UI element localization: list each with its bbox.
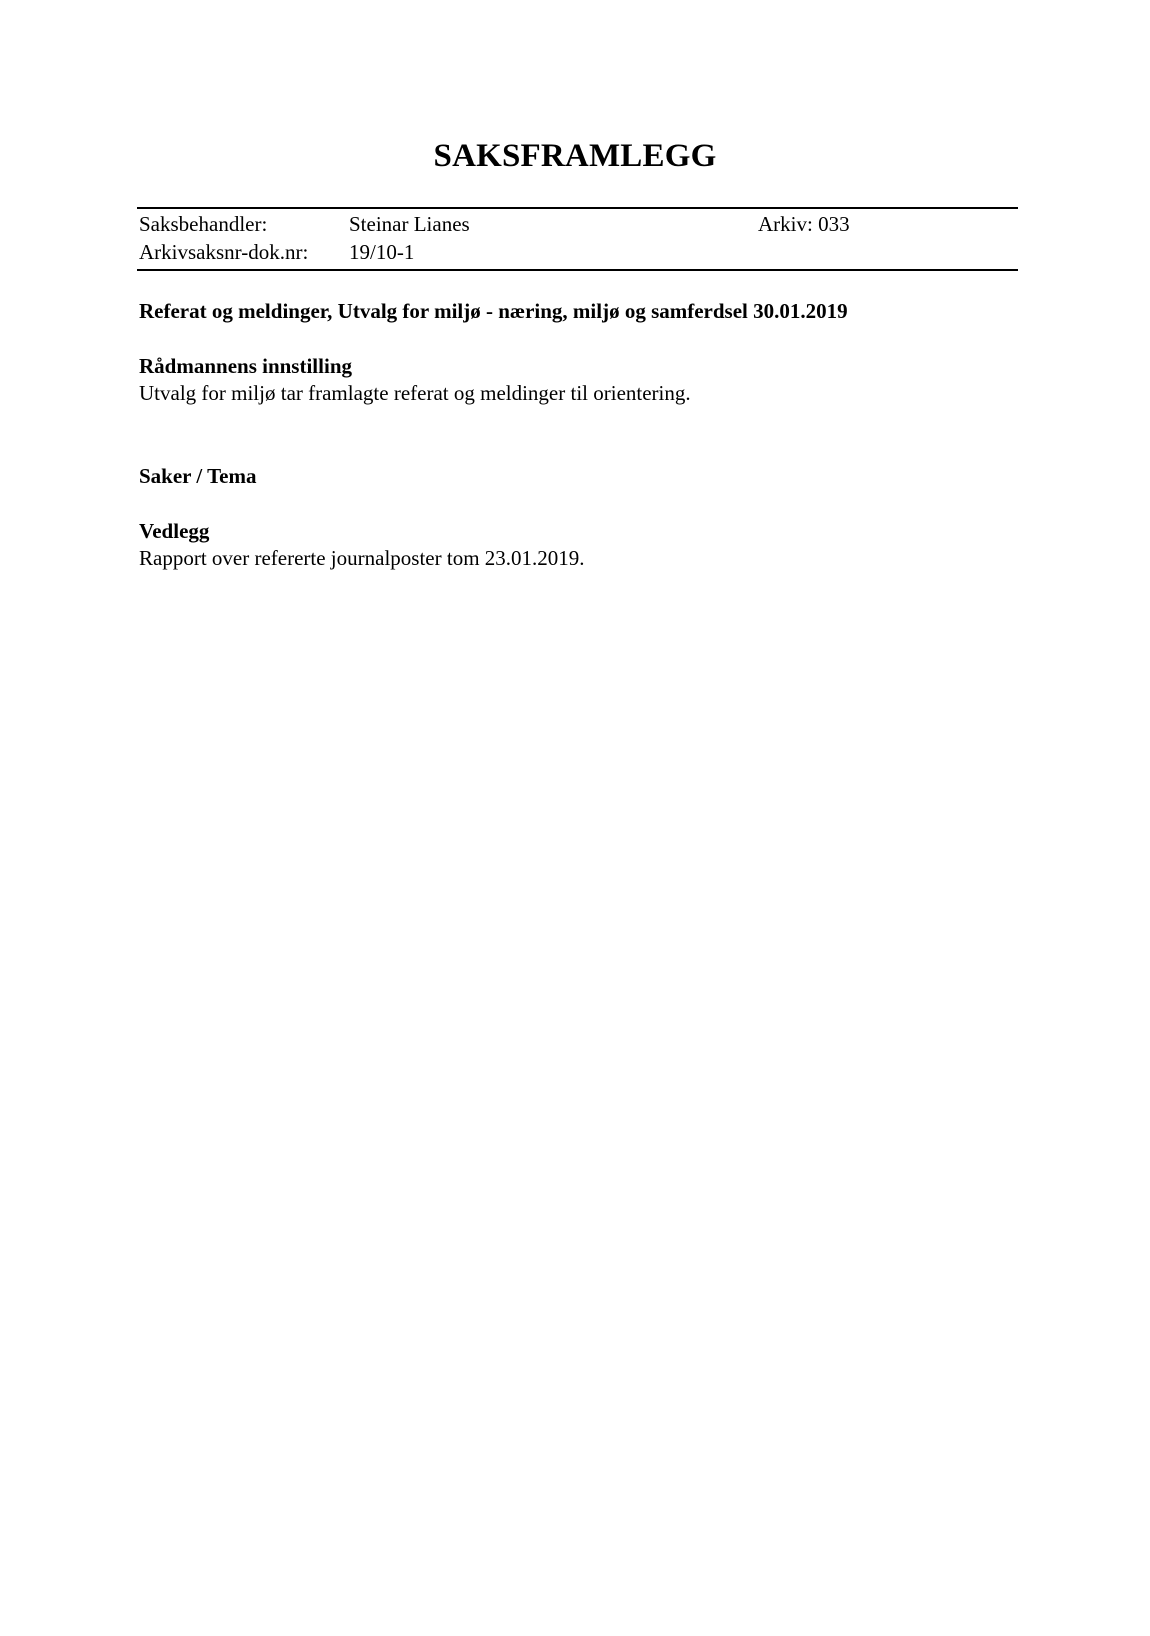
- archive-code: Arkiv: 033: [758, 212, 850, 236]
- topics-heading: Saker / Tema: [139, 464, 257, 488]
- attachments-text: Rapport over refererte journalposter tom 23.01.2019.: [139, 546, 585, 570]
- case-metadata-block: [137, 207, 1018, 271]
- case-officer-value: Steinar Lianes: [349, 212, 470, 236]
- archive-case-value: 19/10-1: [349, 240, 415, 264]
- archive-case-label: Arkivsaksnr-dok.nr:: [139, 240, 309, 264]
- attachments-heading: Vedlegg: [139, 519, 210, 543]
- recommendation-text: Utvalg for miljø tar framlagte referat og meldinger til orientering.: [139, 381, 691, 405]
- recommendation-heading: Rådmannens innstilling: [139, 354, 352, 378]
- case-title: Referat og meldinger, Utvalg for miljø - næring, miljø og samferdsel 30.01.2019: [139, 299, 848, 323]
- page-title: SAKSFRAMLEGG: [433, 138, 717, 174]
- case-officer-label: Saksbehandler:: [139, 212, 268, 236]
